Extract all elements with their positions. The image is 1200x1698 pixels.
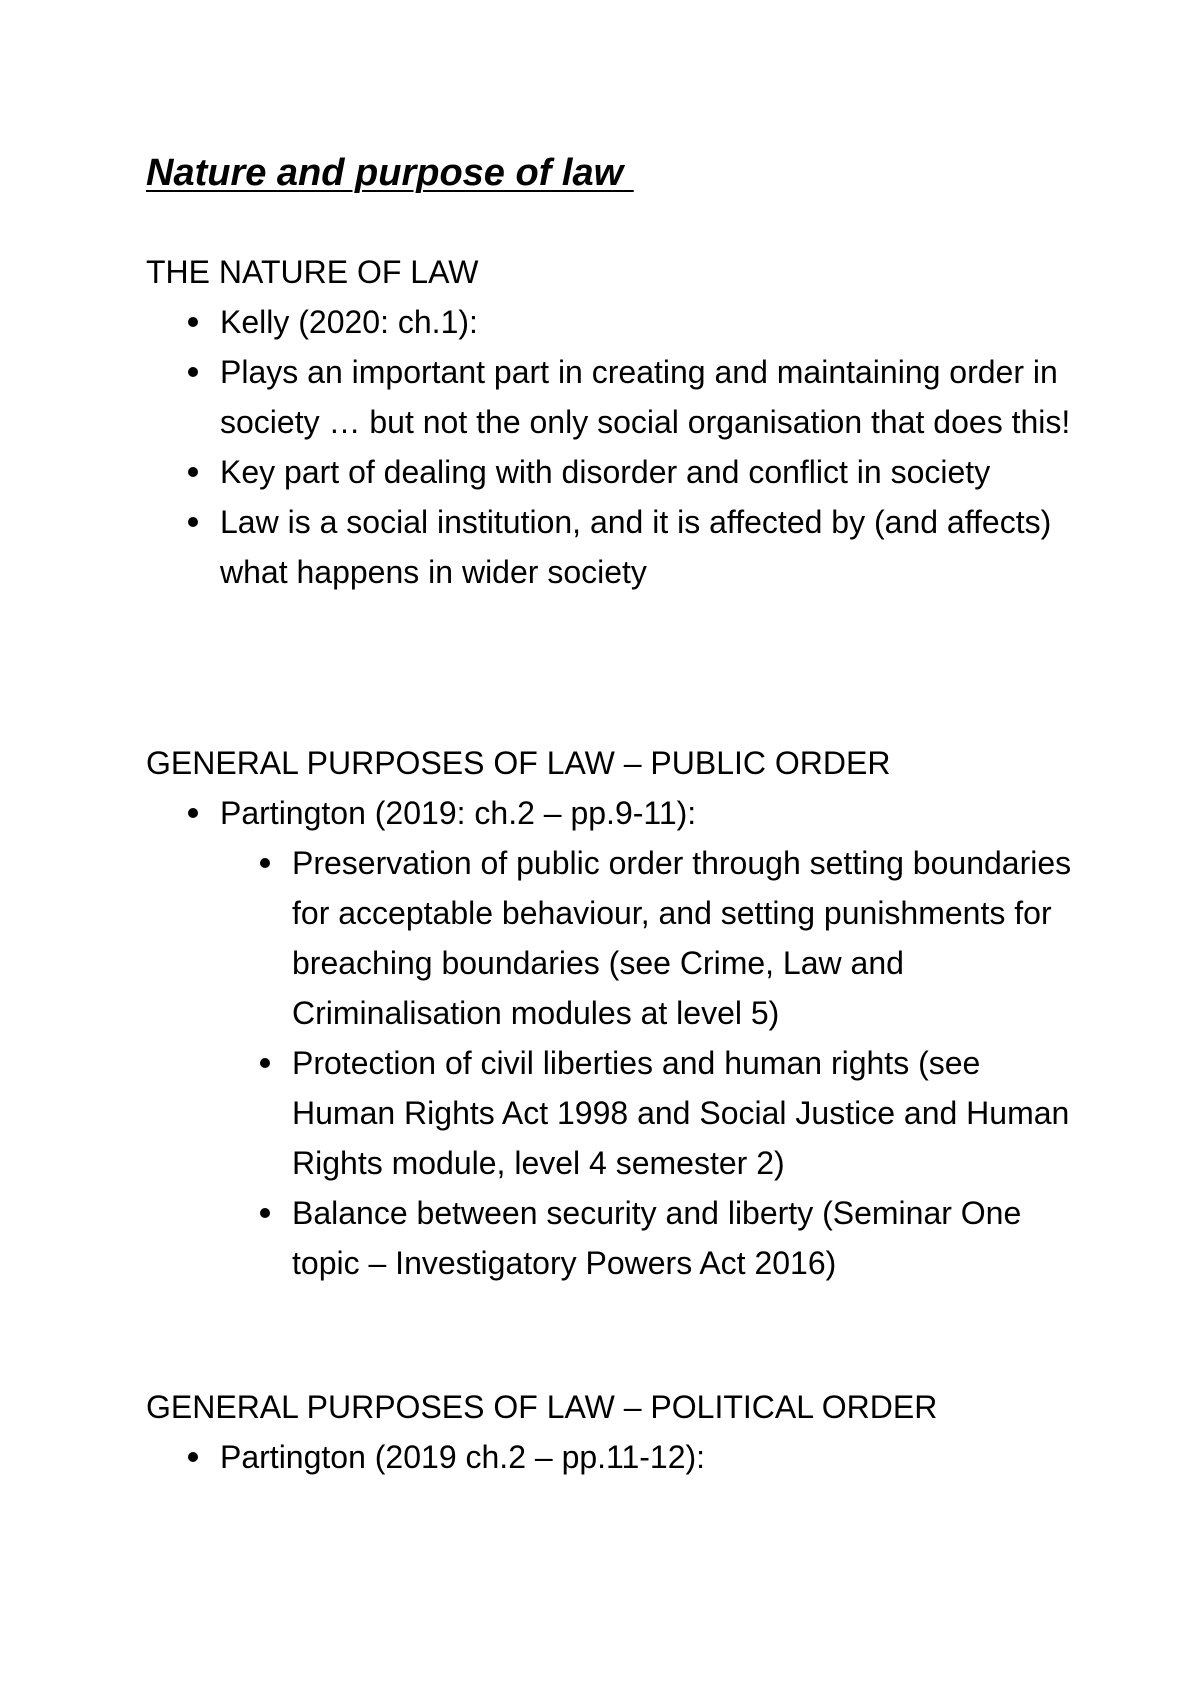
bullet-icon <box>260 1058 270 1068</box>
bullet-list <box>146 788 1076 1288</box>
list-item <box>146 347 1076 447</box>
sub-list-item <box>146 1038 1076 1188</box>
list-item <box>146 1432 1076 1482</box>
sub-list-item <box>146 838 1076 1038</box>
bullet-icon <box>188 367 198 377</box>
list-item-text: Partington (2019 ch.2 – pp.11-12): <box>220 1439 706 1475</box>
list-item-text: Plays an important part in creating and maintaining order in society … but not the only social organisation that does this! <box>220 354 1071 440</box>
section-heading: GENERAL PURPOSES OF LAW – POLITICAL ORDER <box>146 1389 938 1425</box>
section-heading: THE NATURE OF LAW <box>146 254 479 290</box>
section-public-order <box>146 738 1076 1288</box>
bullet-icon <box>188 1452 198 1462</box>
bullet-icon <box>188 517 198 527</box>
bullet-icon <box>260 858 270 868</box>
list-item-text: Preservation of public order through setting boundaries for acceptable behaviour, and setting punishments for breaching boundaries (see Crime, Law and Criminalisation modules at level 5) <box>292 845 1072 1031</box>
bullet-icon <box>188 808 198 818</box>
section-nature-of-law <box>146 247 1076 597</box>
list-item-text: Balance between security and liberty (Seminar One topic – Investigatory Powers Act 2016) <box>292 1195 1022 1281</box>
list-item <box>146 297 1076 347</box>
list-item <box>146 447 1076 497</box>
section-political-order <box>146 1382 1076 1482</box>
list-item-text: Key part of dealing with disorder and conflict in society <box>220 454 991 490</box>
bullet-icon <box>188 467 198 477</box>
list-item-text: Law is a social institution, and it is affected by (and affects) what happens in wider society <box>220 504 1052 590</box>
list-item-text: Kelly (2020: ch.1): <box>220 304 478 340</box>
bullet-icon <box>188 317 198 327</box>
bullet-icon <box>260 1208 270 1218</box>
document-title: Nature and purpose of law <box>146 152 634 194</box>
section-heading: GENERAL PURPOSES OF LAW – PUBLIC ORDER <box>146 745 891 781</box>
bullet-list <box>146 297 1076 597</box>
list-item-text: Partington (2019: ch.2 – pp.9-11): <box>220 795 697 831</box>
list-item-text: Protection of civil liberties and human rights (see Human Rights Act 1998 and Social Justice and Human Rights module, level 4 semester 2) <box>292 1045 1070 1181</box>
list-item <box>146 497 1076 597</box>
list-item <box>146 788 1076 838</box>
bullet-list <box>146 1432 1076 1482</box>
sub-list-item <box>146 1188 1076 1288</box>
